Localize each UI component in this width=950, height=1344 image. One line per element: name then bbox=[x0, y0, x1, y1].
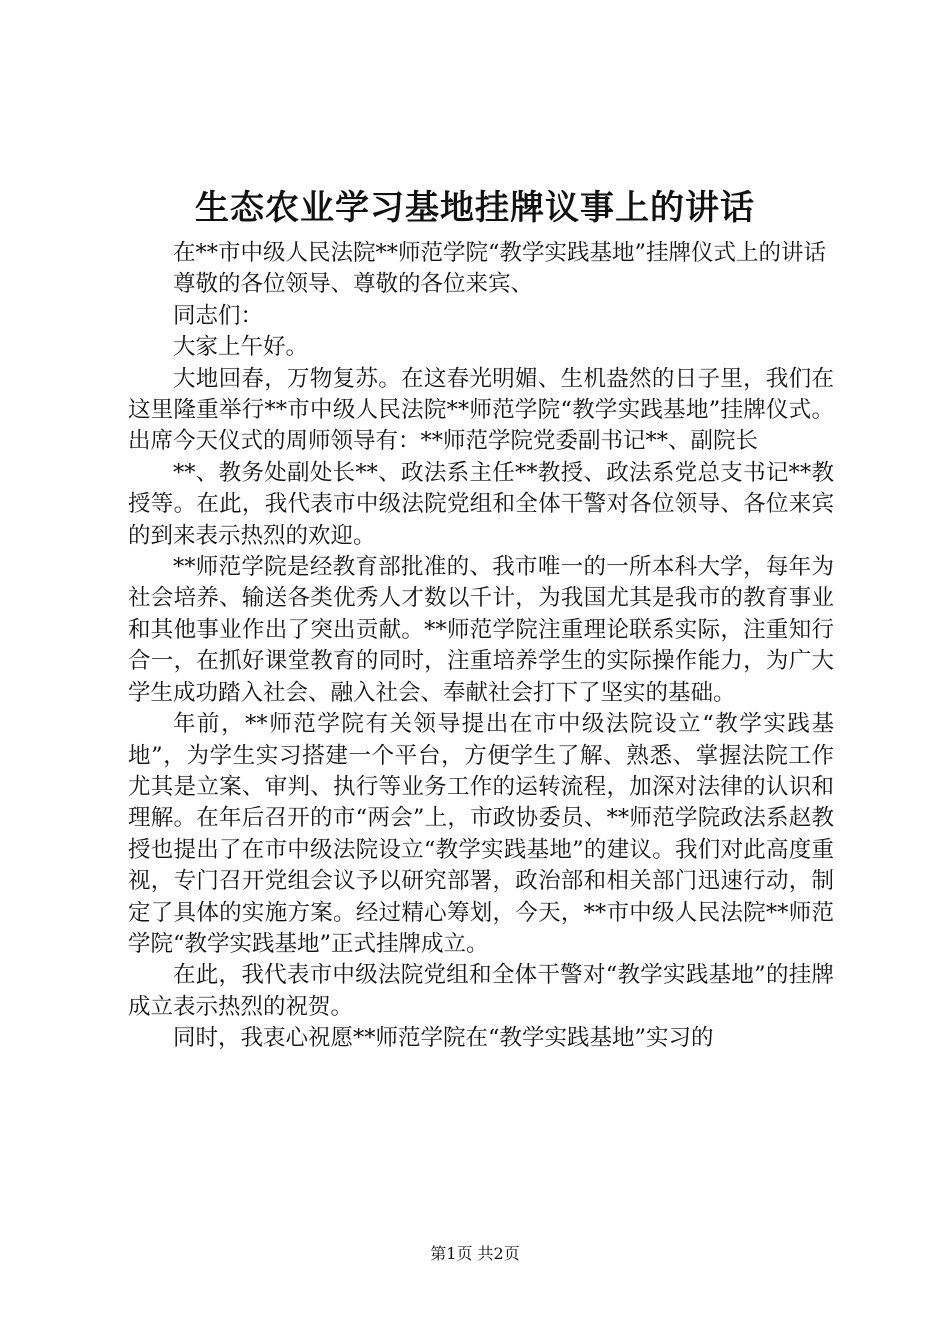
paragraph: 同时，我衷心祝愿**师范学院在“教学实践基地”实习的 bbox=[173, 1025, 714, 1052]
paragraph: 大家上午好。 bbox=[173, 334, 309, 361]
document-body bbox=[128, 238, 834, 1055]
paragraph: **、教务处副处长**、政法系主任**教授、政法系党总支书记**教授等。在此，我代表市中级法院党组和全体干警对各位领导、各位来宾的到来表示热烈的欢迎。 bbox=[128, 459, 834, 549]
paragraph: **师范学院是经教育部批准的、我市唯一的一所本科大学，每年为社会培养、输送各类优秀人才数以千计，为我国尤其是我市的教育事业和其他事业作出了突出贡献。**师范学院注重理论联系实际，注重知行合一，在抓好课堂教育的同时，注重培养学生的实际操作能力，为广大学生成功踏入社会、融入社会、奉献社会打下了坚实的基础。 bbox=[128, 554, 834, 706]
paragraph: 同志们： bbox=[173, 302, 264, 329]
paragraph: 在此，我代表市中级法院党组和全体干警对“教学实践基地”的挂牌成立表示热烈的祝贺。 bbox=[128, 962, 834, 1020]
paragraph: 年前，**师范学院有关领导提出在市中级法院设立“教学实践基地”，为学生实习搭建一个平台，方便学生了解、熟悉、掌握法院工作尤其是立案、审判、执行等业务工作的运转流程，加深对法律的认识和理解。在年后召开的市“两会”上，市政协委员、**师范学院政法系赵教授也提出了在市中级法院设立“教学实践基地”的建议。我们对此高度重视，专门召开党组会议予以研究部署，政治部和相关部门迅速行动，制定了具体的实施方案。经过精心筹划，今天，**市中级人民法院**师范学院“教学实践基地”正式挂牌成立。 bbox=[128, 711, 834, 957]
document-title: 生态农业学习基地挂牌议事上的讲话 bbox=[195, 188, 755, 228]
page-number-footer: 第1页 共2页 bbox=[430, 1244, 520, 1263]
paragraph: 大地回春，万物复苏。在这春光明媚、生机盎然的日子里，我们在这里隆重举行**市中级人民法院**师范学院“教学实践基地”挂牌仪式。出席今天仪式的周师领导有：**师范学院党委副书记**、副院长 bbox=[128, 365, 834, 455]
paragraph: 在**市中级人民法院**师范学院“教学实践基地”挂牌仪式上的讲话 bbox=[173, 240, 827, 266]
paragraph: 尊敬的各位领导、尊敬的各位来宾、 bbox=[173, 271, 534, 298]
